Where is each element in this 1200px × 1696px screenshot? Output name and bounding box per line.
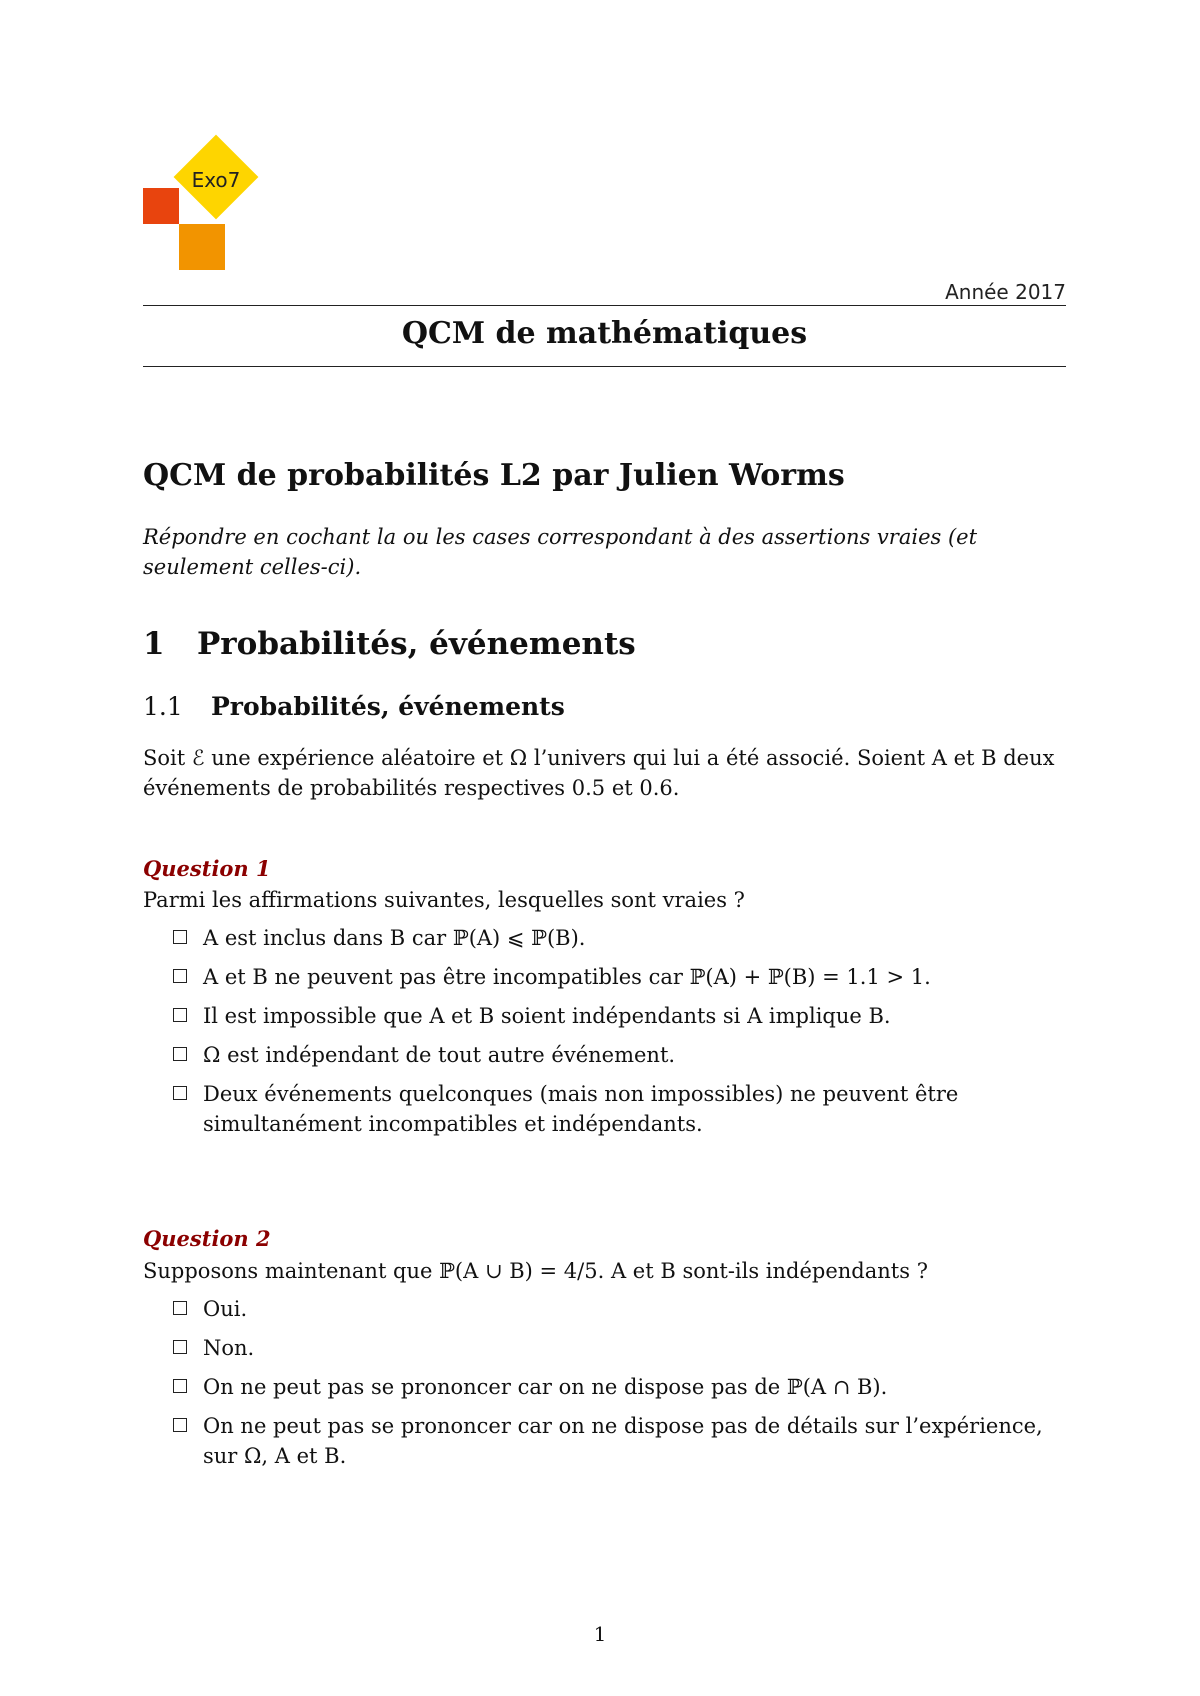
option-text: Non. (203, 1336, 255, 1360)
section-number: 1 (143, 626, 165, 662)
subsection-heading (143, 692, 565, 721)
checkbox[interactable] (173, 1340, 187, 1354)
checkbox[interactable] (173, 1301, 187, 1315)
option-text: Ω est indépendant de tout autre événement. (203, 1043, 676, 1067)
option-text: A et B ne peuvent pas être incompatibles car ℙ(A) + ℙ(B) = 1.1 > 1. (203, 965, 931, 989)
header-year: Année 2017 (945, 280, 1066, 304)
logo-text: Exo7 (191, 168, 241, 192)
subsection-title: Probabilités, événements (211, 692, 565, 721)
option-text: On ne peut pas se prononcer car on ne dispose pas de ℙ(A ∩ B). (203, 1375, 888, 1399)
checkbox[interactable] (173, 1086, 187, 1100)
checkbox[interactable] (173, 1418, 187, 1432)
checkbox[interactable] (173, 930, 187, 944)
question-2-prompt: Supposons maintenant que ℙ(A ∪ B) = 4/5. A et B sont-ils indépendants ? (143, 1259, 928, 1283)
checkbox[interactable] (173, 969, 187, 983)
option-text: On ne peut pas se prononcer car on ne dispose pas de détails sur l’expérience, sur Ω, A et B. (203, 1414, 1043, 1468)
doc-title: QCM de probabilités L2 par Julien Worms (143, 458, 845, 493)
option-text: Il est impossible que A et B soient indépendants si A implique B. (203, 1004, 891, 1028)
option-text: Deux événements quelconques (mais non impossibles) ne peuvent être simultanément incompatibles et indépendants. (203, 1082, 959, 1136)
header-bottom-rule (143, 366, 1066, 367)
question-1-label: Question 1 (143, 856, 271, 881)
intro-paragraph: Soit ℰ une expérience aléatoire et Ω l’univers qui lui a été associé. Soient A et B deux événements de probabilités respectives 0.5 et 0.6. (143, 746, 1055, 800)
logo-red-square (143, 188, 179, 224)
section-title: Probabilités, événements (197, 626, 636, 662)
logo-orange-square (179, 224, 225, 270)
section-heading (143, 626, 636, 662)
checkbox[interactable] (173, 1047, 187, 1061)
option-text: Oui. (203, 1297, 248, 1321)
checkbox[interactable] (173, 1379, 187, 1393)
question-2-label: Question 2 (143, 1226, 271, 1251)
header-top-rule (143, 305, 1066, 306)
exo7-logo (143, 140, 263, 270)
option-text: A est inclus dans B car ℙ(A) ⩽ ℙ(B). (203, 926, 586, 950)
page-number: 1 (593, 1622, 607, 1646)
instructions: Répondre en cochant la ou les cases correspondant à des assertions vraies (et seulement celles-ci). (143, 525, 978, 579)
header-title: QCM de mathématiques (401, 316, 808, 351)
question-1-prompt: Parmi les affirmations suivantes, lesquelles sont vraies ? (143, 888, 745, 912)
checkbox[interactable] (173, 1008, 187, 1022)
subsection-number: 1.1 (143, 692, 183, 721)
